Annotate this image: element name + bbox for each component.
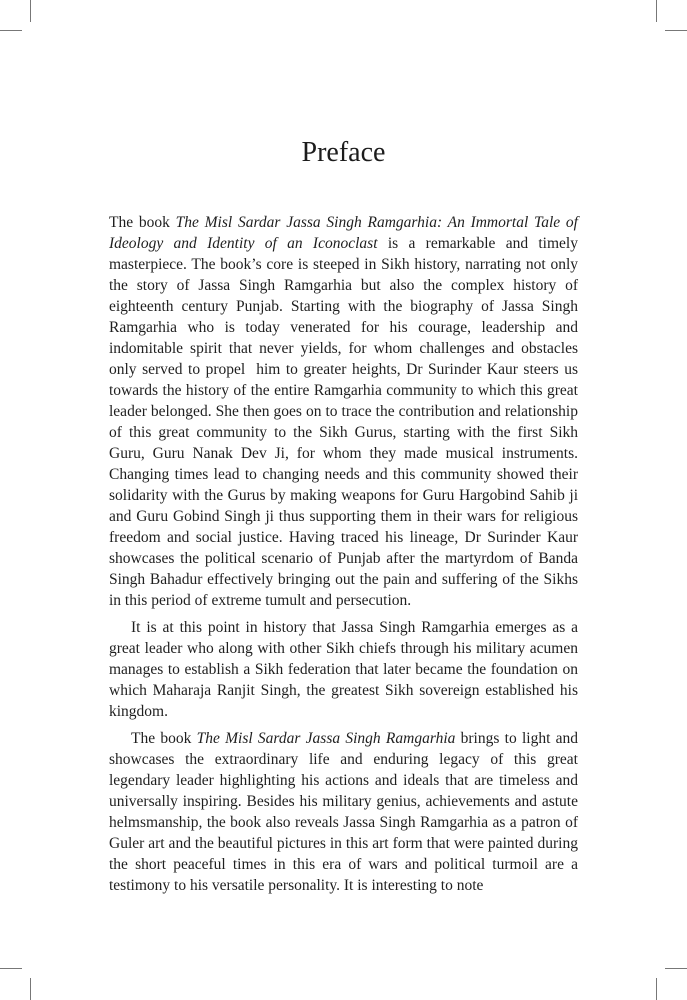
crop-mark-bottom-right-vertical bbox=[656, 978, 657, 1000]
preface-paragraph-3 bbox=[109, 728, 578, 896]
paragraph-text: The book bbox=[109, 214, 176, 231]
crop-mark-bottom-left-horizontal bbox=[0, 968, 22, 969]
crop-mark-top-left-vertical bbox=[30, 0, 31, 22]
crop-mark-bottom-left-vertical bbox=[30, 978, 31, 1000]
preface-body bbox=[109, 212, 578, 896]
paragraph-text: It is at this point in history that Jassa Singh Ramgarhia emerges as a great leader who along with other Sikh chiefs through his military acumen manages to establish a Sikh federation that later became the foundation on which Maharaja Ranjit Singh, the greatest Sikh sovereign established his kingdom. bbox=[109, 619, 578, 720]
preface-paragraph-2 bbox=[109, 617, 578, 722]
crop-mark-bottom-right-horizontal bbox=[665, 968, 687, 969]
crop-mark-top-right-horizontal bbox=[665, 30, 687, 31]
paragraph-text: is a remarkable and timely masterpiece. The book’s core is steeped in Sikh history, narrating not only the story of Jassa Singh Ramgarhia but also the complex history of eighteenth century Punjab. Starting with the biography of Jassa Singh Ramgarhia who is today venerated for his courage, leadership and indomitable spirit that never yields, for whom challenges and obstacles only served to propel him to greater heights, Dr Surinder Kaur steers us towards the history of the entire Ramgarhia community to which this great leader belonged. She then goes on to trace the contribution and relationship of this great community to the Sikh Gurus, starting with the first Sikh Guru, Guru Nanak Dev Ji, for whom they made musical instruments. Changing times lead to changing needs and this community showed their solidarity with the Gurus by making weapons for Guru Hargobind Sahib ji and Guru Gobind Singh ji thus supporting them in their wars for religious freedom and social justice. Having traced his lineage, Dr Surinder Kaur showcases the political scenario of Punjab after the martyrdom of Banda Singh Bahadur effectively bringing out the pain and suffering of the Sikhs in this period of extreme tumult and persecution. bbox=[109, 235, 578, 609]
crop-mark-top-right-vertical bbox=[656, 0, 657, 22]
paragraph-text: The book bbox=[131, 730, 197, 747]
page-title: Preface bbox=[301, 137, 386, 168]
preface-paragraph-1 bbox=[109, 212, 578, 611]
preface-content bbox=[109, 131, 578, 902]
paragraph-text: brings to light and showcases the extraordinary life and enduring legacy of this great legendary leader highlighting his actions and ideals that are timeless and universally inspiring. Besides his military genius, achievements and astute helmsmanship, the book also reveals Jassa Singh Ramgarhia as a patron of Guler art and the beautiful pictures in this art form that were painted during the short peaceful times in this era of wars and political turmoil are a testimony to his versatile personality. It is interesting to note bbox=[109, 730, 579, 894]
crop-mark-top-left-horizontal bbox=[0, 30, 22, 31]
book-title-italic: The Misl Sardar Jassa Singh Ramgarhia bbox=[196, 730, 456, 747]
book-title-italic: The Misl Sardar Jassa Singh Ramgarhia: An Immortal Tale of Ideology and Identity of an Iconoclast bbox=[109, 214, 578, 252]
